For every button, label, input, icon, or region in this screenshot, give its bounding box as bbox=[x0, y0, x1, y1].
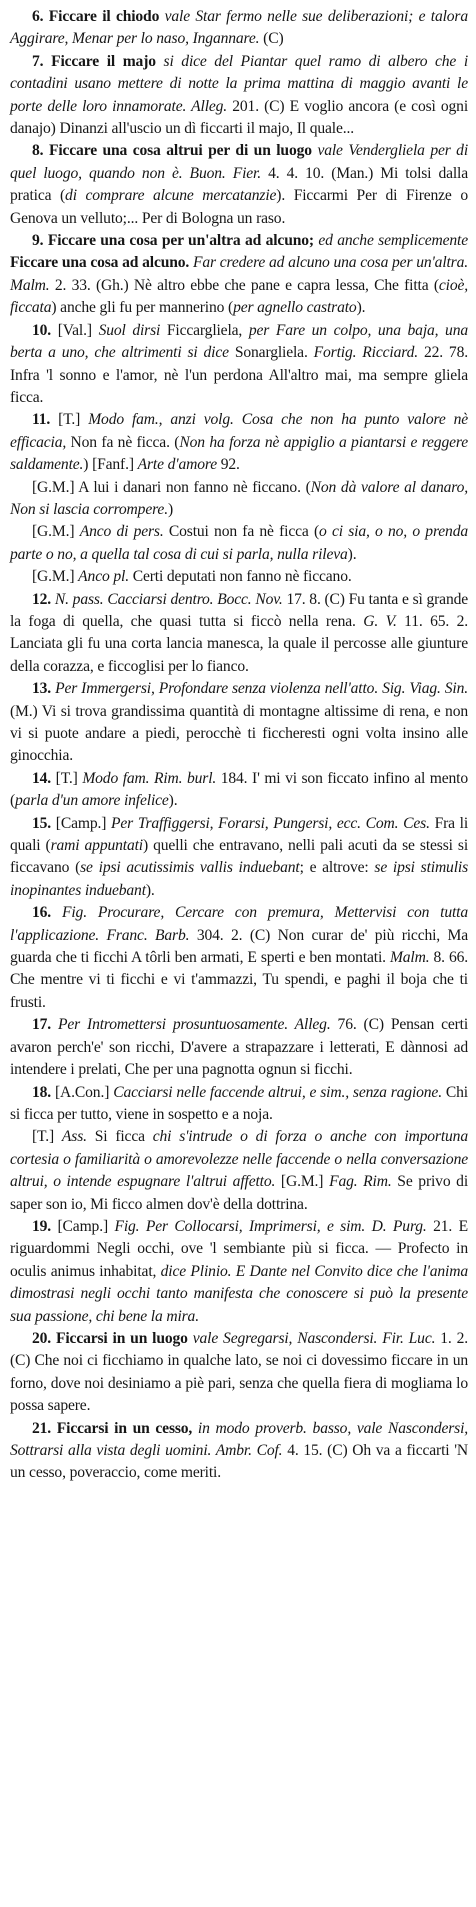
citation-text: [A.Con.] bbox=[55, 1083, 114, 1101]
definition-text: Per Traffiggersi, Forarsi, Pungersi, ecc. Com. Ces. bbox=[111, 814, 430, 832]
citation-text: ). bbox=[145, 881, 155, 899]
citation-text: Ficcargliela, bbox=[160, 321, 249, 339]
definition-text: in modo proverb. basso, vale Nascondersi, Sottrarsi alla vista degli uomini. Ambr. Cof. bbox=[10, 1419, 469, 1459]
citation-text: [G.M.] bbox=[32, 523, 80, 541]
definition-text: di comprare alcune mercatanzie bbox=[65, 187, 277, 205]
dictionary-entry bbox=[10, 1082, 468, 1127]
citation-text: [T.] bbox=[32, 1128, 62, 1146]
entry-number: 18. bbox=[32, 1083, 52, 1101]
dictionary-entry bbox=[10, 813, 468, 903]
entry-number: 19. bbox=[32, 1217, 52, 1235]
citation-text: ). bbox=[347, 545, 357, 563]
citation-text: 184. I' mi vi son ficcato infino al mento ( bbox=[10, 769, 469, 810]
entry-headword: Ficcare una cosa per un'altra ad alcuno; bbox=[47, 232, 314, 250]
citation-text: [G.M.] A lui i danari non fanno nè ficcano. ( bbox=[32, 478, 311, 496]
dictionary-entry bbox=[10, 566, 468, 588]
definition-text: Far credere ad alcuno una cosa per un'altra. Malm. bbox=[10, 254, 468, 294]
definition-text: Fag. Rim. bbox=[329, 1173, 392, 1191]
entry-number: 14. bbox=[32, 769, 52, 787]
citation-text: 2. 33. (Gh.) Nè altro ebbe che pane e capra lessa, Che fitta ( bbox=[49, 276, 439, 294]
dictionary-entry bbox=[10, 140, 468, 230]
dictionary-entry bbox=[10, 477, 468, 522]
citation-text: 22. 78. Infra 'l sonno e l'amor, nè l'un perdona All'altro mai, ma sempre gliela ficca. bbox=[10, 344, 468, 406]
citation-text: [T.] bbox=[55, 769, 83, 787]
citation-text: 92. bbox=[216, 456, 240, 474]
entry-number: 6. bbox=[32, 8, 44, 25]
definition-text: Per Intromettersi prosuntuosamente. Alleg. bbox=[58, 1016, 331, 1034]
citation-text: ) [Fanf.] bbox=[83, 456, 138, 474]
definition-text: Non dà valore al danaro, Non si lascia corrompere. bbox=[10, 478, 469, 518]
citation-text: 201. (C) E voglio ancora (e così ogni danajo) Dinanzi all'uscio un dì ficcarti il majo, Il quale... bbox=[10, 97, 468, 138]
citation-text: Non fa nè ficca. ( bbox=[66, 433, 180, 451]
citation-text: 76. (C) Pensan certi avaron perch'e' son ricchi, D'avere a strapazzare i letterati, E dànnosi ad intendere i prelati, Che per una pagnotta ognun si ficchi. bbox=[10, 1016, 469, 1079]
citation-text: 4. 15. (C) Oh va a ficcarti 'N un cesso, poveraccio, come meriti. bbox=[10, 1442, 468, 1482]
entry-headword: Ficcarsi in un luogo bbox=[55, 1329, 188, 1347]
citation-text: 8. 66. Che mentre vi ti ficchi e vi t'ammazzi, Tu spendi, e paghi il boja che ti frusti. bbox=[10, 949, 468, 1011]
entry-number: 15. bbox=[32, 814, 52, 832]
citation-text: Se privo di saper son io, Mi ficco almen dov'è della dottrina. bbox=[10, 1173, 469, 1213]
citation-text: 21. E riguardommi Negli occhi, ove 'l sembiante più si ficca. — Profecto in oculis animus inhabitat, bbox=[10, 1217, 469, 1280]
dictionary-entry bbox=[10, 589, 468, 679]
dictionary-entry bbox=[10, 320, 468, 410]
entry-number: 16. bbox=[32, 904, 52, 922]
definition-text: per Fare un colpo, una baja, una berta a uno, che altrimenti si dice bbox=[10, 321, 469, 362]
dictionary-entry bbox=[10, 1126, 468, 1216]
entry-headword: Ficcarsi in un cesso, bbox=[56, 1419, 193, 1437]
entry-number: 21. bbox=[32, 1419, 52, 1437]
dictionary-entry bbox=[10, 1014, 468, 1081]
definition-text: dice Plinio. E Dante nel Convito dice che l'anima dimostrasi negli occhi tanto manifesta che conoscere si può la presente sua passione, chi bene la mira. bbox=[10, 1262, 468, 1325]
definition-text: rami appuntati bbox=[50, 837, 143, 855]
citation-text: [G.M.] bbox=[275, 1173, 330, 1191]
definition-text: vale Star fermo nelle sue deliberazioni; e talora Aggirare, Menar per lo naso, Ingannare. bbox=[10, 8, 468, 48]
definition-text: Anco di pers. bbox=[79, 523, 164, 541]
citation-text: Certi deputati non fanno nè ficcano. bbox=[128, 568, 352, 586]
citation-text: (C) bbox=[259, 30, 284, 48]
dictionary-entry bbox=[10, 521, 468, 566]
entry-number: 8. bbox=[32, 142, 44, 160]
citation-text: ; e altrove: bbox=[299, 859, 375, 877]
dictionary-entry bbox=[10, 1328, 468, 1418]
entry-number: 17. bbox=[32, 1016, 52, 1034]
definition-text: Fig. Per Collocarsi, Imprimersi, e sim. D. Purg. bbox=[114, 1217, 427, 1235]
entry-number: 7. bbox=[32, 52, 44, 70]
entry-headword: Ficcare il majo bbox=[51, 52, 156, 70]
definition-text: Anco pl. bbox=[78, 568, 129, 586]
definition-text: Modo fam., anzi volg. Cosa che non ha punto valore nè efficacia, bbox=[10, 411, 468, 451]
definition-text: cioè, ficcata bbox=[10, 276, 468, 317]
citation-text: (M.) Vi si trova grandissima quantità di montagne altissime di rena, e non vi si puote andare a piedi, perocchè ti ficcheresti ogni volta insino alle ginocchia. bbox=[10, 702, 468, 765]
definition-text: G. V. bbox=[363, 612, 397, 630]
definition-text: parla d'un amore infelice bbox=[15, 792, 169, 810]
citation-text: ) quelli che entravano, nelli pali acuti da se stessi si ficcavano ( bbox=[10, 837, 469, 877]
citation-text: Costui non fa nè ficca ( bbox=[163, 523, 320, 541]
definition-text: per agnello castrato bbox=[233, 299, 357, 317]
definition-text: Modo fam. Rim. burl. bbox=[82, 769, 217, 787]
entry-number: 9. bbox=[32, 232, 44, 250]
citation-text: 4. 4. 10. (Man.) Mi tolsi dalla pratica ( bbox=[10, 164, 469, 205]
dictionary-entry bbox=[10, 409, 468, 476]
citation-text: 11. 65. 2. Lanciata gli fu una corta lancia manesca, la quale il percosse alle giunture della corazza, e ficcoglisi per lo fianco. bbox=[10, 612, 468, 675]
definition-text: Malm. bbox=[389, 949, 430, 967]
definition-text: Cacciarsi nelle faccende altrui, e sim., senza ragione. bbox=[113, 1083, 442, 1101]
citation-text: [Camp.] bbox=[57, 1217, 115, 1235]
citation-text: Sonargliela. bbox=[228, 344, 314, 362]
citation-text: 17. 8. (C) Fu tanta e sì grande la foga di quella, che quasi tutta si ficcò nella rena. bbox=[10, 590, 469, 630]
dictionary-entry bbox=[10, 678, 468, 768]
citation-text: 304. 2. (C) Non curar de' più ricchi, Ma guarda che ti ficchi A tôrli ben armati, E sperti e ben montati. bbox=[10, 926, 468, 967]
dictionary-entry bbox=[10, 230, 468, 320]
citation-text: ) anche gli fu per mannerino ( bbox=[51, 299, 234, 317]
definition-text: Fortig. Ricciard. bbox=[313, 344, 418, 362]
definition-text: N. pass. Cacciarsi dentro. Bocc. Nov. bbox=[54, 590, 283, 608]
citation-text: [G.M.] bbox=[32, 568, 79, 586]
citation-text: ). Ficcarmi Per di Firenze o Genova un velluto;... Per di Bologna un raso. bbox=[10, 187, 468, 227]
definition-text: Non ha forza nè appiglio a piantarsi e reggere saldamente. bbox=[10, 433, 468, 474]
definition-text: Arte d'amore bbox=[137, 456, 217, 474]
definition-text: Ass. bbox=[61, 1128, 87, 1146]
entry-number: 20. bbox=[32, 1329, 52, 1347]
citation-text: ). bbox=[168, 792, 178, 810]
entry-number: 10. bbox=[32, 321, 52, 339]
citation-text: Chi si ficca per tutto, viene in sospetto e a noja. bbox=[10, 1083, 468, 1123]
definition-text: chi s'intrude o di forza o anche con importuna cortesia o familiarità o amorevolezze nelle faccende o nella conversazione altrui, o intende espugnare l'altrui affetto. bbox=[10, 1128, 468, 1191]
definition-text: ed anche semplicemente bbox=[313, 232, 468, 250]
citation-text: [Camp.] bbox=[55, 814, 112, 832]
definition-text: Suol dirsi bbox=[98, 321, 161, 339]
entry-number: 13. bbox=[32, 680, 52, 698]
dictionary-entry bbox=[10, 1216, 468, 1328]
definition-text: Fig. Procurare, Cercare con premura, Mettervisi con tutta l'applicazione. Franc. Barb. bbox=[10, 904, 469, 944]
entry-number: 12. bbox=[32, 590, 52, 608]
citation-text: [T.] bbox=[58, 411, 89, 429]
entry-number: 11. bbox=[32, 411, 51, 429]
citation-text: ). bbox=[356, 299, 366, 317]
entry-headword: Ficcare una cosa altrui per di un luogo bbox=[48, 142, 312, 160]
definition-text: se ipsi acutissimis vallis induebant bbox=[80, 859, 300, 877]
citation-text: Si ficca bbox=[86, 1128, 153, 1146]
dictionary-entry bbox=[10, 768, 468, 813]
citation-text: Ficcare una cosa ad alcuno. bbox=[10, 254, 190, 272]
definition-text: Per Immergersi, Profondare senza violenza nell'atto. Sig. Viag. Sin. bbox=[55, 680, 469, 698]
dictionary-entry bbox=[10, 51, 468, 141]
dictionary-entry bbox=[10, 902, 468, 1014]
citation-text: 1. 2. (C) Che noi ci ficchiamo in qualche lato, se noi ci dovessimo ficcare in un forno, dove noi desiniamo a piè pari, senza che quella fiera di mogliama lo possa sapere. bbox=[10, 1329, 469, 1415]
citation-text: Fra li quali ( bbox=[10, 814, 469, 855]
citation-text: [Val.] bbox=[57, 321, 99, 339]
citation-text: ) bbox=[167, 500, 173, 518]
dictionary-entry bbox=[10, 6, 468, 51]
definition-text: o ci sia, o no, o prenda parte o no, a quella tal cosa di cui si parla, nulla rileva bbox=[10, 523, 468, 563]
entry-headword: Ficcare il chiodo bbox=[48, 8, 160, 25]
definition-text: se ipsi stimulis inopinantes induebant bbox=[10, 859, 468, 899]
definition-text: vale Segregarsi, Nascondersi. Fir. Luc. bbox=[187, 1329, 436, 1347]
definition-text: si dice del Piantar quel ramo di albero che i contadini usano mettere di notte la prima mattina di maggio avanti le porte delle loro innamorate. Alleg. bbox=[10, 52, 469, 115]
dictionary-entry bbox=[10, 1418, 468, 1485]
definition-text: vale Vendergliela per di quel luogo, quando non è. Buon. Fier. bbox=[10, 142, 469, 182]
